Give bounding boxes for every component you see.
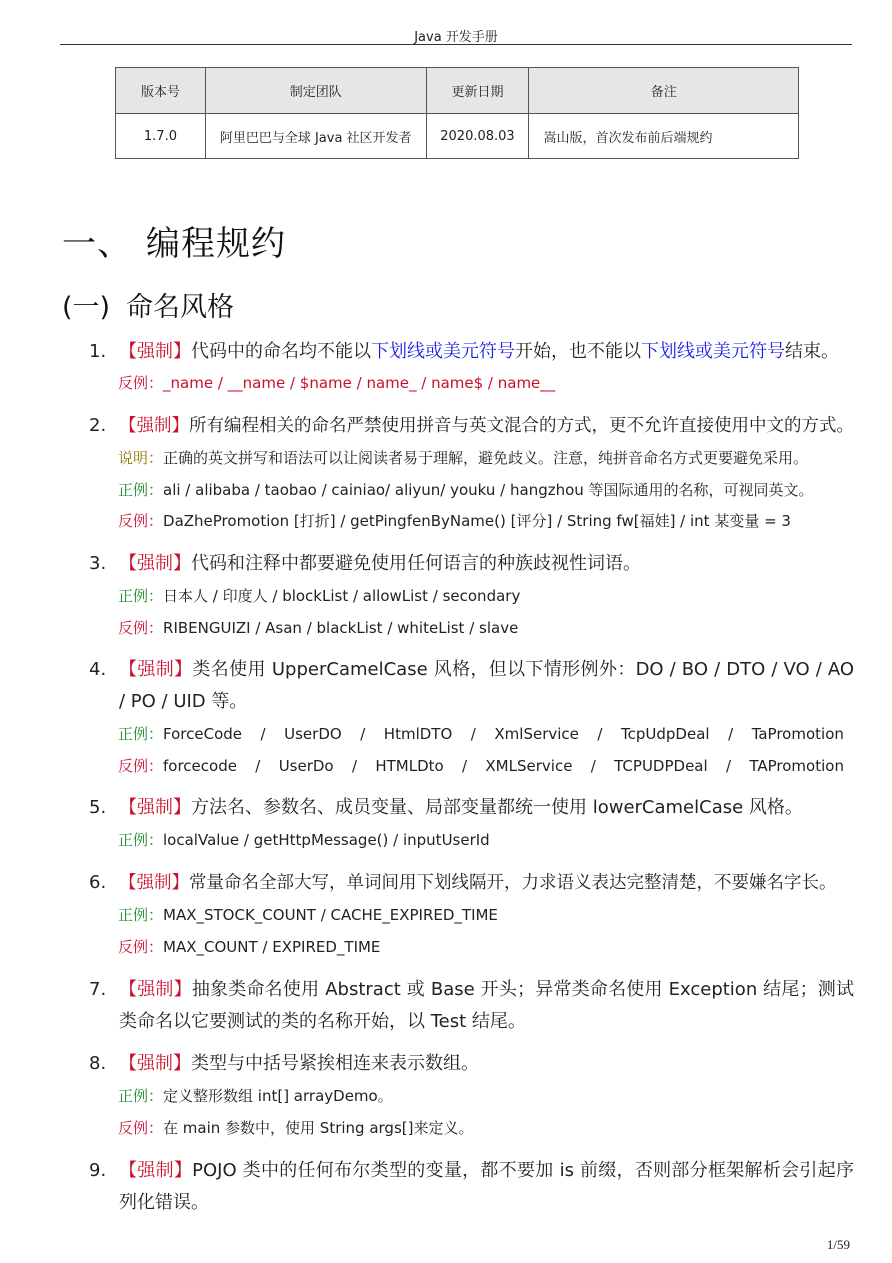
good-example	[118, 480, 858, 500]
bad-example-token: forcecode	[163, 757, 237, 775]
table-cell-date: 2020.08.03	[426, 114, 529, 159]
rule-highlight: 下划线或美元符号	[641, 341, 785, 362]
bad-example-token: UserDo	[278, 757, 334, 775]
rule-text: 代码中的命名均不能以	[191, 341, 371, 362]
good-example-label: 正例：	[118, 906, 164, 924]
mandatory-tag: 【强制】	[119, 341, 191, 362]
rule-text: 代码和注释中都要避免使用任何语言的种族歧视性词语。	[191, 553, 641, 574]
good-example-token: XmlService	[494, 725, 579, 743]
rule-number: 8.	[89, 1053, 107, 1074]
bad-example-token: TCPUDPDeal	[614, 757, 708, 775]
good-example	[118, 830, 858, 850]
good-example-label-and-first	[118, 724, 242, 744]
mandatory-tag: 【强制】	[119, 659, 193, 680]
rule-number: 4.	[89, 659, 107, 680]
mandatory-tag: 【强制】	[119, 873, 189, 893]
rule-item	[89, 410, 854, 442]
rule-item	[89, 1155, 854, 1219]
bad-example-token: TAPromotion	[749, 757, 844, 775]
note	[118, 448, 858, 468]
rule-number: 7.	[89, 979, 107, 1000]
table-header-row	[116, 68, 799, 114]
good-example	[118, 1086, 858, 1106]
bad-example-label: 反例：	[118, 512, 164, 530]
table-header-cell: 备注	[529, 68, 799, 114]
rule-text: 开始，也不能以	[515, 341, 641, 362]
bad-example	[118, 511, 858, 531]
separator: /	[470, 725, 476, 743]
separator: /	[351, 757, 357, 775]
rule-number: 3.	[89, 553, 107, 574]
bad-example-text: 在 main 参数中，使用 String args[]来定义。	[163, 1119, 474, 1137]
good-example-token: ForceCode	[163, 725, 242, 743]
separator: /	[728, 725, 734, 743]
good-example-text: ali / alibaba / taobao / cainiao/ aliyun/ youku / hangzhou 等国际通用的名称，可视同英文。	[163, 481, 814, 499]
bad-example-text: RIBENGUIZI / Asan / blackList / whiteList / slave	[163, 619, 519, 637]
bad-example	[118, 937, 858, 957]
rule-text: 常量命名全部大写，单词间用下划线隔开，力求语义表达完整清楚，不要嫌名字长。	[189, 873, 837, 893]
table-cell-team: 阿里巴巴与全球 Java 社区开发者	[205, 114, 426, 159]
rule-number: 1.	[89, 341, 107, 362]
mandatory-tag: 【强制】	[119, 1160, 193, 1181]
bad-example-text: _name / __name / $name / name_ / name$ / name__	[163, 374, 556, 392]
chapter-heading	[62, 216, 286, 265]
good-example	[118, 586, 858, 606]
mandatory-tag: 【强制】	[119, 553, 191, 574]
section-title: 命名风格	[126, 292, 234, 323]
mandatory-tag: 【强制】	[119, 1053, 191, 1074]
good-example-token: UserDO	[284, 725, 342, 743]
header-divider	[60, 44, 852, 45]
note-text: 正确的英文拼写和语法可以让阅读者易于理解，避免歧义。注意，纯拼音命名方式更要避免采用。	[163, 449, 809, 467]
rule-text: POJO 类中的任何布尔类型的变量，都不要加 is 前缀，否则部分框架解析会引起序列化错误。	[119, 1160, 854, 1213]
bad-example	[118, 373, 858, 393]
good-example-label: 正例：	[118, 831, 164, 849]
bad-example-label: 反例：	[118, 757, 164, 775]
table-row	[116, 114, 799, 159]
separator: /	[597, 725, 603, 743]
bad-example	[118, 1118, 858, 1138]
bad-example-text: DaZhePromotion [打折] / getPingfenByName() [评分] / String fw[福娃] / int 某变量 = 3	[163, 512, 791, 530]
good-example-label: 正例：	[118, 587, 164, 605]
section-number: (一)	[62, 292, 111, 323]
rule-text: 所有编程相关的命名严禁使用拼音与英文混合的方式，更不允许直接使用中文的方式。	[189, 416, 854, 436]
rule-text: 类型与中括号紧挨相连来表示数组。	[191, 1053, 479, 1074]
separator: /	[462, 757, 468, 775]
separator: /	[255, 757, 261, 775]
good-example-text: 定义整形数组 int[] arrayDemo。	[163, 1087, 393, 1105]
bad-example-label: 反例：	[118, 374, 164, 392]
bad-example-text: MAX_COUNT / EXPIRED_TIME	[163, 938, 381, 956]
page-header-title: Java 开发手册	[414, 30, 498, 45]
bad-example-token: XMLService	[485, 757, 573, 775]
separator: /	[725, 757, 732, 775]
bad-example-label: 反例：	[118, 938, 164, 956]
good-example-token: TcpUdpDeal	[621, 725, 710, 743]
rule-number: 6.	[89, 872, 107, 893]
table-cell-remark: 嵩山版，首次发布前后端规约	[529, 114, 799, 159]
bad-example	[118, 756, 858, 776]
rule-text: 类名使用 UpperCamelCase 风格，但以下情形例外：DO / BO / DTO / VO / AO / PO / UID 等。	[119, 659, 854, 712]
rule-number: 2.	[89, 415, 107, 436]
rule-item	[89, 1048, 854, 1080]
good-example-label: 正例：	[118, 725, 164, 743]
chapter-number: 一、	[62, 224, 132, 264]
good-example	[118, 905, 858, 925]
good-example-token: HtmlDTO	[383, 725, 453, 743]
bad-example	[118, 618, 858, 638]
good-example	[118, 724, 858, 744]
rule-text: 结束。	[785, 341, 839, 362]
rule-highlight: 下划线或美元符号	[371, 341, 515, 362]
rule-text: 抽象类命名使用 Abstract 或 Base 开头；异常类命名使用 Exception 结尾；测试类命名以它要测试的类的名称开始，以 Test 结尾。	[119, 979, 854, 1032]
good-example-token: TaPromotion	[751, 725, 844, 743]
rule-text: 方法名、参数名、成员变量、局部变量都统一使用 lowerCamelCase 风格。	[191, 797, 803, 818]
section-heading	[62, 285, 234, 324]
table-header-cell: 更新日期	[426, 68, 529, 114]
bad-example-token: HTMLDto	[375, 757, 444, 775]
good-example-text: MAX_STOCK_COUNT / CACHE_EXPIRED_TIME	[163, 906, 498, 924]
page-number: 1/59	[826, 1237, 850, 1252]
bad-example-label-and-first	[118, 756, 237, 776]
separator: /	[590, 757, 596, 775]
mandatory-tag: 【强制】	[119, 416, 189, 436]
separator: /	[260, 725, 266, 743]
table-cell-version: 1.7.0	[116, 114, 206, 159]
good-example-label: 正例：	[118, 481, 164, 499]
table-header-cell: 版本号	[116, 68, 206, 114]
mandatory-tag: 【强制】	[119, 797, 191, 818]
separator: /	[360, 725, 366, 743]
rule-item	[89, 548, 854, 580]
chapter-title: 编程规约	[146, 224, 286, 264]
rule-item	[89, 654, 854, 718]
note-label: 说明：	[118, 449, 164, 467]
bad-example-label: 反例：	[118, 1119, 164, 1137]
rule-number: 5.	[89, 797, 107, 818]
good-example-text: 日本人 / 印度人 / blockList / allowList / secondary	[163, 587, 521, 605]
bad-example-label: 反例：	[118, 619, 164, 637]
rule-item	[89, 974, 854, 1038]
rule-item	[89, 867, 854, 899]
rule-number: 9.	[89, 1160, 107, 1181]
good-example-label: 正例：	[118, 1087, 164, 1105]
rule-item	[89, 792, 854, 824]
good-example-text: localValue / getHttpMessage() / inputUserId	[163, 831, 490, 849]
version-table	[115, 67, 799, 159]
rule-item	[89, 336, 854, 368]
mandatory-tag: 【强制】	[119, 979, 192, 1000]
table-header-cell: 制定团队	[205, 68, 426, 114]
